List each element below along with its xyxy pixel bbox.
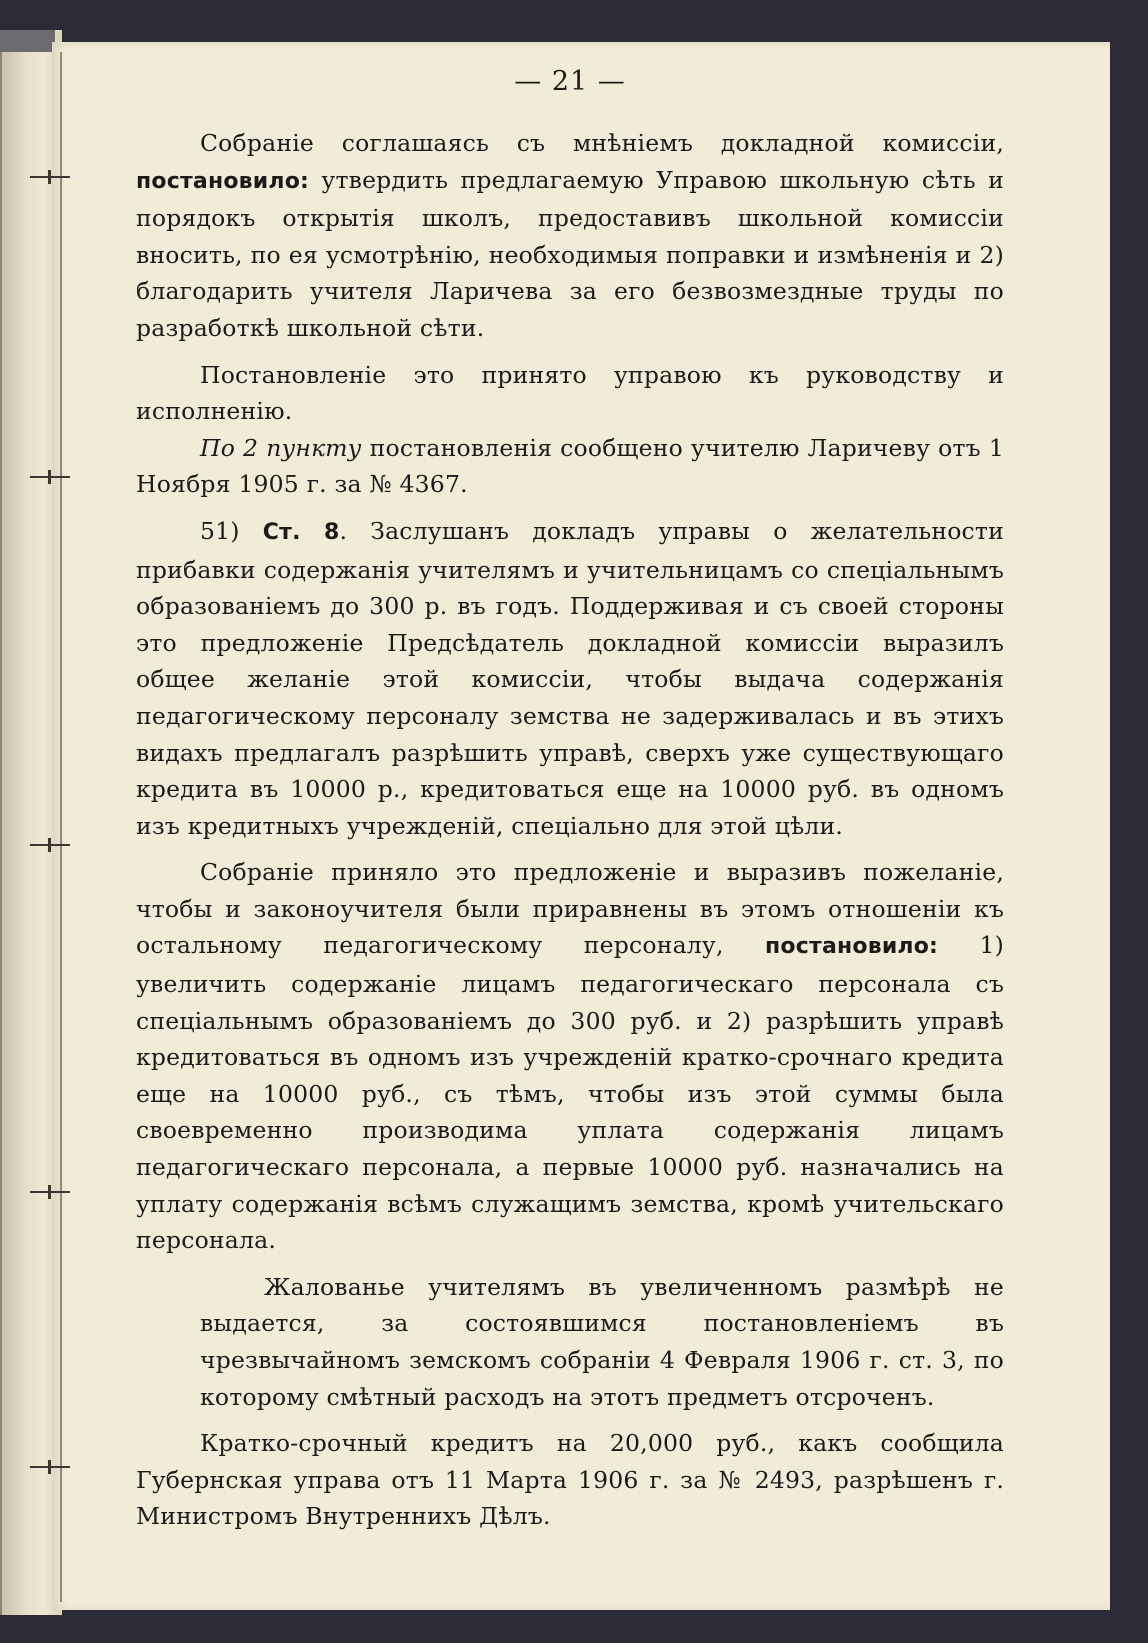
paragraph-4-text: . Заслушанъ докладъ управы о желательности прибавки содержанія учителямъ и учительницамъ со спеціальнымъ образованіемъ до 300 р. въ годъ. Поддерживая и съ своей стороны это предложеніе Предсѣдатель докладной комиссіи выразилъ общее желаніе этой комиссіи, чтобы выдача содержанія педагогическому персоналу земства не задерживалась и въ этихъ видахъ предлагалъ разрѣшить управѣ, сверхъ уже существующаго кредита въ 10000 р., кредитоваться еще на 10000 руб. въ одномъ изъ кредитныхъ учрежденій, спеціально для этой цѣли. — [136, 516, 1004, 840]
binding-stitch — [30, 838, 70, 852]
resolution-keyword: постановило: — [136, 168, 310, 194]
paragraph-6 — [136, 1269, 1004, 1415]
paragraph-1-text: Собраніе соглашаясь съ мнѣніемъ докладной комиссіи, — [200, 129, 1004, 157]
paragraph-3-text: постановленія сообщено учителю Ларичеву отъ 1 Ноября 1905 г. за № 4367. — [136, 433, 1004, 499]
article-reference: Ст. 8 — [262, 519, 340, 545]
page-number: — 21 — — [514, 66, 626, 97]
paragraph-5-text: Собраніе приняло это предложеніе и выразивъ пожеланіе, чтобы и законоучителя были приравнены въ этомъ отношеніи къ остальному педагогическому персоналу, — [136, 858, 1004, 960]
binding-stitch — [30, 1460, 70, 1474]
paragraph-1 — [136, 125, 1004, 347]
paragraph-3 — [136, 430, 1004, 503]
page-gutter-line — [60, 52, 62, 1602]
page-text — [136, 62, 1004, 1535]
paragraph-5 — [136, 854, 1004, 1259]
binding-stitch — [30, 170, 70, 184]
paragraph-5-text-cont: 1) увеличить содержаніе лицамъ педагогическаго персонала съ спеціальнымъ образованіемъ до 300 руб. и 2) разрѣшить управѣ кредитоваться въ одномъ изъ учрежденій кратко-срочнаго кредита еще на 10000 руб., съ тѣмъ, чтобы изъ этой суммы была своевременно производима уплата содержанія лицамъ педагогическаго персонала, а первые 10000 руб. назначались на уплату содержанія всѣмъ служащимъ земства, кромѣ учительскаго персонала. — [136, 931, 1004, 1255]
paragraph-7 — [136, 1425, 1004, 1535]
binding-tab — [0, 30, 55, 52]
paragraph-2 — [136, 357, 1004, 430]
binding-stitch — [30, 470, 70, 484]
resolution-keyword: постановило: — [765, 934, 939, 960]
paragraph-2-text: Постановленіе это принято управою къ руководству и исполненію. — [136, 360, 1004, 426]
paragraph-7-text: Кратко-срочный кредитъ на 20,000 руб., какъ сообщила Губернская управа отъ 11 Марта 1906 г. за № 2493, разрѣшенъ г. Министромъ Внутреннихъ Дѣлъ. — [136, 1429, 1004, 1531]
paragraph-4 — [136, 513, 1004, 844]
binding-stitch — [30, 1185, 70, 1199]
point-reference: По 2 пункту — [200, 433, 362, 462]
paragraph-6-text: Жалованье учителямъ въ увеличенномъ размѣрѣ не выдается, за состоявшимся постановленіемъ въ чрезвычайномъ земскомъ собраніи 4 Февраля 1906 г. ст. 3, по которому смѣтный расходъ на этотъ предметъ отсроченъ. — [200, 1272, 1004, 1411]
paragraph-1-text-cont: утвердить предлагаемую Управою школьную сѣть и порядокъ открытія школъ, предоставивъ школьной комиссіи вносить, по ея усмотрѣнію, необходимыя поправки и измѣненія и 2) благодарить учителя Ларичева за его безвозмездные труды по разработкѣ школьной сѣти. — [136, 165, 1004, 342]
item-number: 51) — [200, 516, 263, 545]
